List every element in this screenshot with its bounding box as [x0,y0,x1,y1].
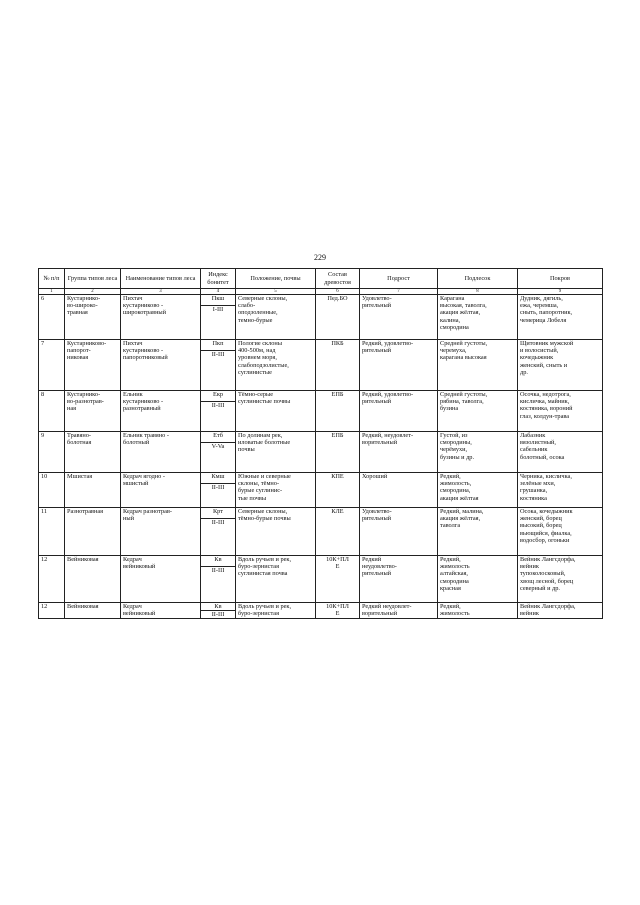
forest-group-cell: Вейниковая [65,556,121,603]
position-soils-cell: По долинам рек, иловатые болотные почвы [236,432,316,473]
bonitet-cell: II-III [201,567,236,603]
stand-composition-cell: ПКБ [316,340,360,391]
index-cell: Пкп [201,340,236,351]
bonitet-cell: II-III [201,519,236,556]
forest-type-name-cell: Кедрач вейниковый [121,603,201,619]
row-number-cell: 10 [39,473,65,508]
header-cell-position: Положение, почвы [236,269,316,289]
position-soils-cell: Тёмно-серые суглинистые почвы [236,391,316,432]
position-soils-cell: Вдоль ручьев и рек, буро-зернистая [236,603,316,619]
ground-cover-cell: Осока, кочедыжник женский, борец высокий, борец вьющийся, фиалка, водосбор, огоньки [518,508,603,556]
index-cell: Етб [201,432,236,443]
bonitet-cell: V-Va [201,443,236,473]
underbrush-cell: Средней густоты, рябина, таволга, бузина [438,391,518,432]
index-cell: Екр [201,391,236,402]
stand-composition-cell: ЕПБ [316,432,360,473]
underbrush-cell: Редкий, жимолость, смородина, акация жёлтая [438,473,518,508]
stand-composition-cell: 10К+ПЛ Е [316,556,360,603]
row-number-cell: 9 [39,432,65,473]
bonitet-cell: II-III [201,402,236,432]
table-row [39,556,603,567]
ground-cover-cell: Осочка, недотрога, кисличка, майник, костяника, вороний глаз, колдун-трава [518,391,603,432]
index-cell: Кв [201,603,236,611]
column-number: 1 [39,289,65,295]
column-number: 6 [316,289,360,295]
forest-group-cell: Кустарнико- во-широко- травная [65,295,121,340]
stand-composition-cell: Пед.БО [316,295,360,340]
index-cell: Кмш [201,473,236,484]
underbrush-cell: Карагана высокая, таволга, акация жёлтая, калина, смородина [438,295,518,340]
bonitet-cell: I-III [201,306,236,340]
underbrush-cell: Густой, из смородины, черёмухи, бузины и др. [438,432,518,473]
ground-cover-cell: Черника, кисличка, зелёные мхи, грушанка, костяника [518,473,603,508]
index-cell: Кв [201,556,236,567]
undergrowth-cell: Редкий неудовлет- ворительный [360,603,438,619]
table-body [39,295,603,619]
underbrush-cell: Редкий, жимолость [438,603,518,619]
bonitet-cell: II-III [201,611,236,619]
row-number-cell: 12 [39,603,65,619]
column-number: 2 [65,289,121,295]
forest-group-cell: Мшистая [65,473,121,508]
header-cell-undergrowth: Подрост [360,269,438,289]
row-number-cell: 6 [39,295,65,340]
undergrowth-cell: Хороший [360,473,438,508]
page-number: 229 [314,253,326,262]
table-row [39,432,603,443]
position-soils-cell: Северные склоны, тёмно-бурые почвы [236,508,316,556]
row-number-cell: 7 [39,340,65,391]
underbrush-cell: Средней густоты, черемуха, карагана высокая [438,340,518,391]
column-number: 5 [236,289,316,295]
position-soils-cell: Северные склоны, слабо- оподзоленные, темно-бурые [236,295,316,340]
header-cell-composition: Состав древостоя [316,269,360,289]
header-cell-index: Индекс бонитет [201,269,236,289]
ground-cover-cell: Дудник, дягиль, ежа, черемша, сныть, папоротник, чемерица Лобеля [518,295,603,340]
forest-type-name-cell: Пихтач кустарниково - широкотравный [121,295,201,340]
undergrowth-cell: Удовлетво- рительный [360,508,438,556]
bonitet-cell: II-III [201,484,236,508]
header-cell-group: Группа типов леса [65,269,121,289]
header-cell-underbrush: Подлесок [438,269,518,289]
table-header-row [39,269,603,289]
ground-cover-cell: Вейник Лангсдорфа, вейник тупоколосковый, хвощ лесной, борец северный и др. [518,556,603,603]
undergrowth-cell: Редкий, удовлетво- рительный [360,340,438,391]
ground-cover-cell: Лабазник вязолистный, сабельник болотный, осока [518,432,603,473]
forest-type-name-cell: Кедрач ягодно - мшистый [121,473,201,508]
position-soils-cell: Пологие склоны 400-500м, над уровнем моря, слабоподзолистые, суглинистые [236,340,316,391]
column-number: 8 [438,289,518,295]
column-number: 7 [360,289,438,295]
undergrowth-cell: Редкий, удовлетво- рительный [360,391,438,432]
header-cell-num: № п/п [39,269,65,289]
undergrowth-cell: Редкий, неудовлет- ворительный [360,432,438,473]
table-row [39,473,603,484]
forest-type-name-cell: Пихтач кустарниково - папоротниковый [121,340,201,391]
row-number-cell: 12 [39,556,65,603]
header-cell-name: Наименование типов леса [121,269,201,289]
position-soils-cell: Вдоль ручьев и рек, буро-зернистая суглинистая почва [236,556,316,603]
forest-group-cell: Вейниковая [65,603,121,619]
row-number-cell: 8 [39,391,65,432]
table-row [39,340,603,351]
forest-group-cell: Кустарниково- папорот- никовая [65,340,121,391]
forest-group-cell: Кустарнико- во-разнотрав- ная [65,391,121,432]
table-row [39,295,603,306]
underbrush-cell: Редкий, жимолость алтайская, смородина красная [438,556,518,603]
stand-composition-cell: 10К+ПЛ Е [316,603,360,619]
forest-types-table [38,268,603,619]
forest-group-cell: Разнотравная [65,508,121,556]
row-number-cell: 11 [39,508,65,556]
ground-cover-cell: Вейник Лангсдорфа, вейник [518,603,603,619]
forest-type-name-cell: Кедрач разнотрав- ный [121,508,201,556]
table-row [39,508,603,519]
forest-type-name-cell: Ельник кустарниково - разнотравный [121,391,201,432]
table-row [39,603,603,611]
column-number: 4 [201,289,236,295]
forest-type-name-cell: Кедрач вейниковый [121,556,201,603]
index-cell: Пкш [201,295,236,306]
stand-composition-cell: КЛЕ [316,508,360,556]
stand-composition-cell: ЕПБ [316,391,360,432]
table-row [39,391,603,402]
bonitet-cell: II-III [201,351,236,391]
undergrowth-cell: Редкий неудовлетво- рительный [360,556,438,603]
column-number: 9 [518,289,603,295]
undergrowth-cell: Удовлетво- рительный [360,295,438,340]
column-number: 3 [121,289,201,295]
forest-type-name-cell: Ельник травяно - болотный [121,432,201,473]
forest-group-cell: Травяно- болотная [65,432,121,473]
ground-cover-cell: Щитовник мужской и волосистый, кочедыжник женский, сныть и др. [518,340,603,391]
header-cell-cover: Покров [518,269,603,289]
underbrush-cell: Редкий, малина, акация жёлтая, таволга [438,508,518,556]
index-cell: Крт [201,508,236,519]
stand-composition-cell: КПЕ [316,473,360,508]
position-soils-cell: Южные и северные склоны, тёмно- бурые суглинис- тые почвы [236,473,316,508]
